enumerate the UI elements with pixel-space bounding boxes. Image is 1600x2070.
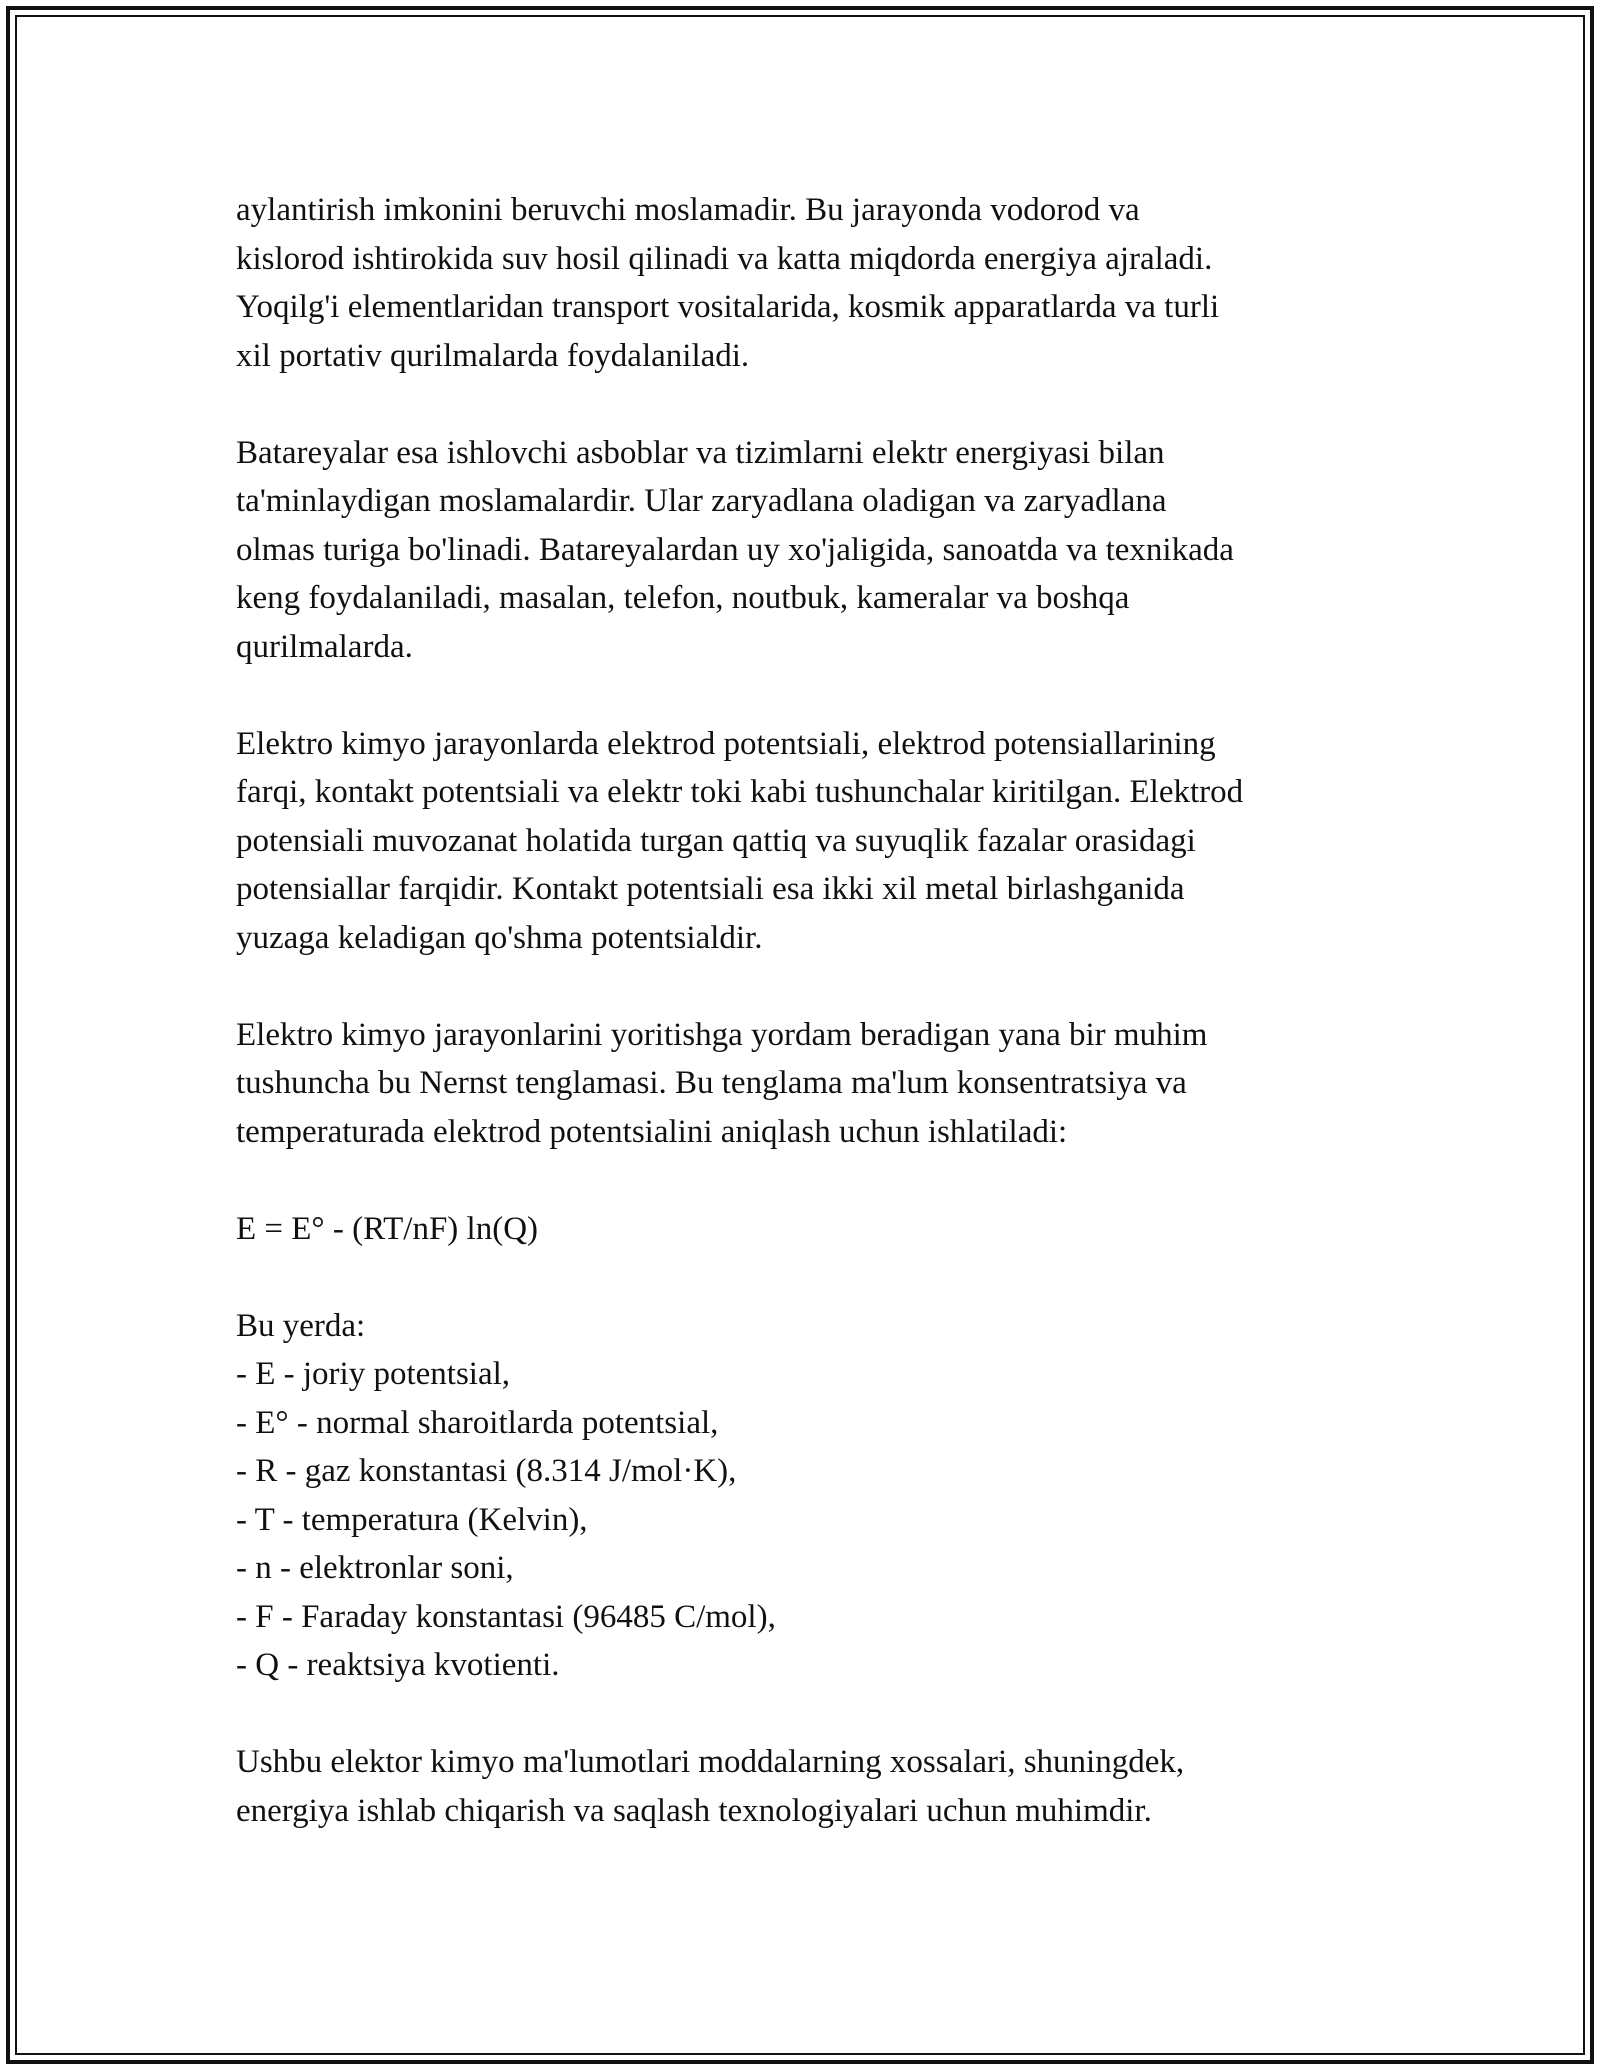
equation-line: E = E° - (RT/nF) ln(Q): [236, 1210, 539, 1247]
list-item: - n - elektronlar soni,: [236, 1550, 514, 1586]
text-line: Batareyalar esa ishlovchi asboblar va tizimlarni elektr energiyasi bilan: [236, 434, 1165, 471]
text-line: Elektro kimyo jarayonlarini yoritishga yordam beradigan yana bir muhim: [236, 1016, 1208, 1053]
list-item: - F - Faraday konstantasi (96485 C/mol),: [236, 1598, 776, 1635]
list-item: - T - temperatura (Kelvin),: [236, 1501, 588, 1538]
text-line: aylantirish imkonini beruvchi moslamadir. Bu jarayonda vodorod va: [236, 192, 1140, 228]
list-item: - Q - reaktsiya kvotienti.: [236, 1647, 560, 1683]
text-line: farqi, kontakt potentsiali va elektr toki kabi tushunchalar kiritilgan. Elektrod: [236, 774, 1244, 810]
paragraph-electrode-potential: [236, 720, 1376, 963]
text-line: yuzaga keladigan qo'shma potentsialdir.: [236, 919, 763, 956]
variable-definitions: [236, 1302, 1376, 1690]
text-line: Elektro kimyo jarayonlarda elektrod potentsiali, elektrod potensiallarining: [236, 725, 1216, 762]
definitions-heading: Bu yerda:: [236, 1307, 366, 1344]
text-line: Ushbu elektor kimyo ma'lumotlari moddalarning xossalari, shuningdek,: [236, 1744, 1185, 1780]
paragraph-conclusion: [236, 1738, 1376, 1835]
text-line: energiya ishlab chiqarish va saqlash texnologiyalari uchun muhimdir.: [236, 1792, 1152, 1829]
paragraph-batteries: [236, 429, 1376, 672]
text-line: ta'minlaydigan moslamalardir. Ular zaryadlana oladigan va zaryadlana: [236, 483, 1167, 519]
list-item: - R - gaz konstantasi (8.314 J/mol·K),: [236, 1453, 737, 1489]
nernst-equation: [236, 1205, 1376, 1254]
text-line: potensiali muvozanat holatida turgan qattiq va suyuqlik fazalar orasidagi: [236, 822, 1196, 859]
text-line: olmas turiga bo'linadi. Batareyalardan uy xo'jaligida, sanoatda va texnikada: [236, 531, 1234, 568]
paragraph-fuel-cells: [236, 186, 1376, 380]
text-line: keng foydalaniladi, masalan, telefon, noutbuk, kameralar va boshqa: [236, 580, 1130, 616]
document-body: [236, 186, 1376, 1835]
text-line: Yoqilg'i elementlaridan transport vositalarida, kosmik apparatlarda va turli: [236, 289, 1220, 325]
text-line: xil portativ qurilmalarda foydalaniladi.: [236, 337, 750, 374]
list-item: - E - joriy potentsial,: [236, 1356, 511, 1392]
text-line: kislorod ishtirokida suv hosil qilinadi va katta miqdorda energiya ajraladi.: [236, 240, 1213, 277]
text-line: tushuncha bu Nernst tenglamasi. Bu tenglama ma'lum konsentratsiya va: [236, 1065, 1187, 1101]
list-item: - E° - normal sharoitlarda potentsial,: [236, 1404, 719, 1441]
paragraph-nernst-intro: [236, 1011, 1376, 1157]
text-line: qurilmalarda.: [236, 628, 413, 665]
text-line: potensiallar farqidir. Kontakt potentsiali esa ikki xil metal birlashganida: [236, 871, 1185, 907]
text-line: temperaturada elektrod potentsialini aniqlash uchun ishlatiladi:: [236, 1113, 1068, 1150]
